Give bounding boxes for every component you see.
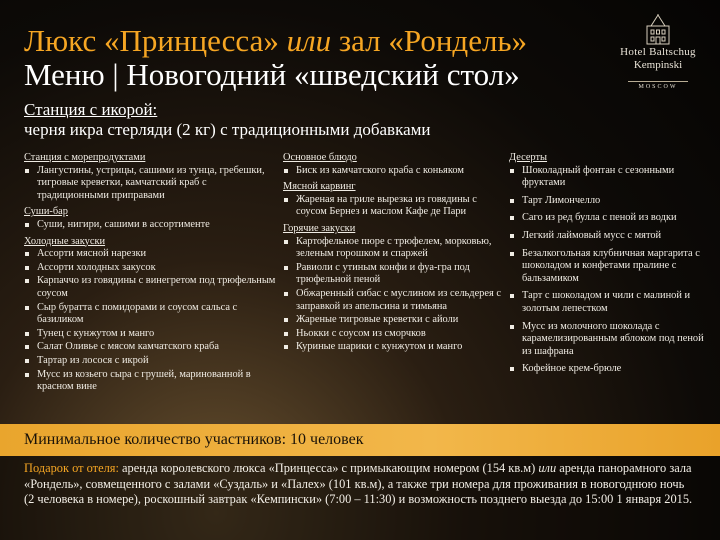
menu-item: Мусс из козьего сыра с грушей, маринованной в красном вине <box>24 369 276 394</box>
hotel-building-icon <box>643 14 673 46</box>
menu-item: Мусс из молочного шоколада с карамелизированным яблоком под пеной из шафрана <box>509 321 705 359</box>
menu-column-2 <box>283 152 505 358</box>
menu-list <box>24 248 276 394</box>
title-part-2: зал «Рондель» <box>331 23 528 58</box>
menu-item: Лангустины, устрицы, сашими из тунца, гребешки, тигровые креветки, камчатский краб с традиционными приправами <box>24 165 276 203</box>
menu-item: Кофейное крем-брюле <box>509 363 705 376</box>
menu-item: Куриные шарики с кунжутом и манго <box>283 341 505 354</box>
menu-item: Тарт Лимончелло <box>509 195 705 208</box>
menu-list <box>283 194 505 219</box>
menu-item: Тунец с кунжутом и манго <box>24 328 276 341</box>
logo-line-2: Kempinski <box>633 59 683 71</box>
menu-item: Жареная на гриле вырезка из говядины с соусом Бернез и маслом Кафе де Пари <box>283 194 505 219</box>
section-title: Горячие закуски <box>283 222 356 234</box>
menu-item: Тартар из лосося с икрой <box>24 355 276 368</box>
menu-item: Ньокки с соусом из сморчков <box>283 328 505 341</box>
menu-item: Безалкогольная клубничная маргарита с шоколадом и конфетами пралине с бальзамиком <box>509 248 705 286</box>
min-participants-text: Минимальное количество участников: 10 человек <box>24 431 364 448</box>
menu-column-3 <box>509 152 705 381</box>
caviar-station-title: Станция с икорой: <box>24 100 158 119</box>
section-title: Десерты <box>509 152 548 163</box>
section-title: Холодные закуски <box>24 235 106 247</box>
menu-item: Легкий лаймовый мусс с мятой <box>509 230 705 243</box>
title-or: или <box>286 23 332 58</box>
menu-list <box>283 165 505 178</box>
menu-item: Салат Оливье с мясом камчатского краба <box>24 341 276 354</box>
title-line-1 <box>24 24 527 58</box>
menu-column-1 <box>24 152 276 398</box>
logo-city: MOSCOW <box>638 84 678 90</box>
gift-label: Подарок от отеля: <box>24 461 119 475</box>
gift-or: или <box>538 461 557 475</box>
caviar-station-subtitle: черня икра стерляди (2 кг) с традиционными добавками <box>24 120 431 139</box>
logo-divider <box>628 81 688 82</box>
menu-list <box>283 236 505 354</box>
gift-section <box>0 456 720 540</box>
menu-item: Картофельное пюре с трюфелем, морковью, зеленым горошком и спаржей <box>283 236 505 261</box>
menu-list <box>24 165 276 203</box>
menu-item: Суши, нигири, сашими в ассортименте <box>24 219 276 232</box>
menu-item: Сыр буратта с помидорами и соусом сальса с базиликом <box>24 302 276 327</box>
section-title: Мясной карвинг <box>283 181 356 193</box>
section-title: Основное блюдо <box>283 152 357 163</box>
gift-text <box>24 461 696 508</box>
menu-item: Ассорти мясной нарезки <box>24 248 276 261</box>
menu-item: Биск из камчатского краба с коньяком <box>283 165 505 178</box>
logo-line-1: Hotel Baltschug <box>620 46 696 58</box>
menu-item: Карпаччо из говядины с винегретом под трюфельным соусом <box>24 275 276 300</box>
menu-item: Тарт с шоколадом и чили с малиной и золотым лепестком <box>509 290 705 315</box>
menu-item: Равиоли с утиным конфи и фуа-гра под трюфельной пеной <box>283 262 505 287</box>
menu-item: Шоколадный фонтан с сезонными фруктами <box>509 165 705 190</box>
section-title: Станция с морепродуктами <box>24 152 146 163</box>
gift-text-a: аренда королевского люкса «Принцесса» с примыкающим номером (154 кв.м) <box>118 461 539 475</box>
menu-item: Саго из ред булла с пеной из водки <box>509 212 705 225</box>
menu-item: Обжаренный сибас с муслином из сельдерея с заправкой из апельсина и тимьяна <box>283 288 505 313</box>
hotel-logo <box>606 14 710 100</box>
menu-list <box>24 219 276 232</box>
min-participants-band <box>0 424 720 456</box>
menu-list <box>509 165 705 376</box>
menu-item: Ассорти холодных закусок <box>24 262 276 275</box>
title-part-1: Люкс «Принцесса» <box>24 23 287 58</box>
menu-item: Жареные тигровые креветки с айоли <box>283 314 505 327</box>
section-title: Суши-бар <box>24 206 68 218</box>
gift-text-b: аренда панорамного зала «Рондель», совмещенного с залами «Суздаль» и «Палех» (101 кв.м), а также три номера для проживания в новогоднюю ночь (2 человека в номере), роскошный завтрак «Кемпински» (7:00 – 11:30) и возможность позднего выезда до 15:00 1 января 2015. <box>24 461 693 507</box>
page-title: Меню | Новогодний «шведский стол» <box>24 57 520 92</box>
